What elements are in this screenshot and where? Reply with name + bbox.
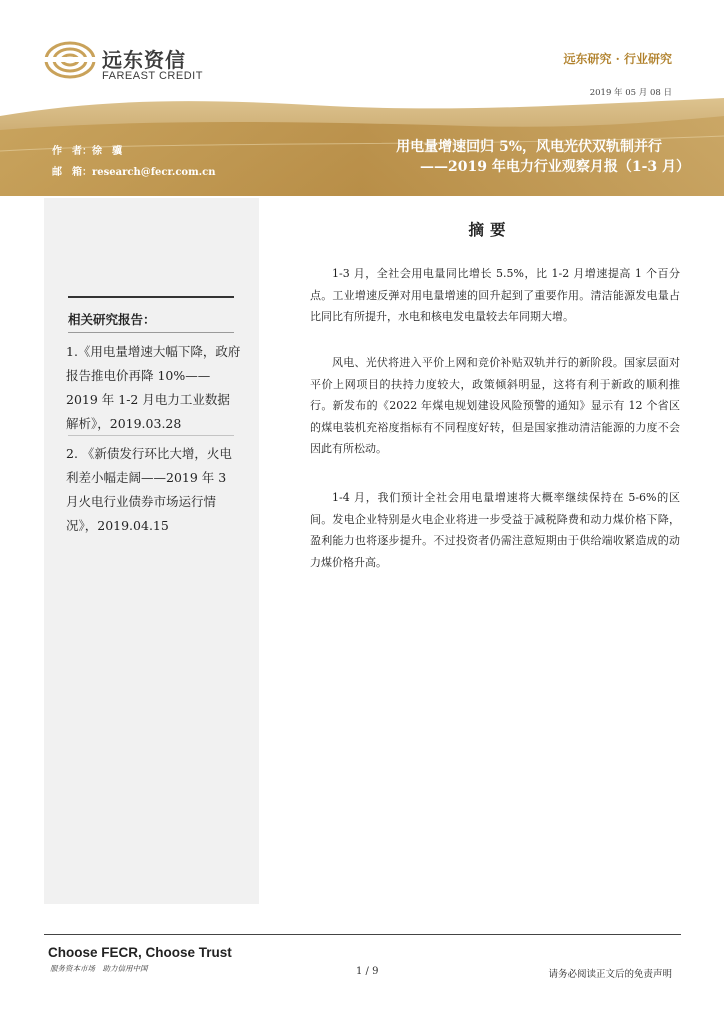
abstract-paragraph: 1-3 月，全社会用电量同比增长 5.5%，比 1-2 月增速提高 1 个百分点。工业增速反弹对用电量增速的回升起到了重要作用。清洁能源发电量占比同比有所提升，水电和核电发电量较去年同期大增。 (310, 267, 680, 323)
footer-rule (44, 934, 681, 935)
report-title: 用电量增速回归 5%，风电光伏双轨制并行 (396, 139, 662, 155)
footer-slogan: Choose FECR, Choose Trust (48, 945, 232, 960)
email-label: 邮 箱： (52, 167, 92, 178)
sidebar-divider (68, 332, 234, 333)
fareast-credit-logo-icon (44, 40, 96, 80)
related-report-item[interactable]: 2. 《新债发行环比大增，火电利差小幅走阔——2019 年 3 月火电行业债券市场运行情况》，2019.04.15 (66, 446, 232, 533)
email-line (52, 163, 216, 178)
brand-name-cn: 远东资信 (102, 48, 186, 72)
report-date: 2019 年 05 月 08 日 (589, 88, 672, 98)
abstract-paragraph: 风电、光伏将进入平价上网和竞价补贴双轨并行的新阶段。国家层面对平价上网项目的扶持力度较大，政策倾斜明显，这将有利于新政的顺利推行。新发布的《2022 年煤电规划建设风险预警的通知》显示有 12 个省区的煤电装机充裕度指标有不同程度好转，但是国家推动清洁能源的力度不会因此有所松动。 (310, 356, 680, 455)
disclaimer-note: 请务必阅读正文后的免责声明 (548, 969, 672, 980)
report-subtitle: ——2019 年电力行业观察月报（1-3 月） (419, 159, 690, 175)
related-report-item[interactable]: 1.《用电量增速大幅下降，政府报告推电价再降 10%——2019 年 1-2 月电力工业数据解析》，2019.03.28 (66, 344, 241, 431)
related-reports-sidebar (44, 198, 259, 904)
abstract-title: 摘要 (468, 220, 512, 239)
abstract-paragraph: 1-4 月，我们预计全社会用电量增速将大概率继续保持在 5-6%的区间。发电企业特别是火电企业将进一步受益于减税降费和动力煤价格下降，盈利能力也将逐步提升。不过投资者仍需注意短期由于供给端收紧造成的动力煤价格升高。 (310, 491, 680, 569)
author-line (52, 142, 122, 157)
sidebar-divider (68, 435, 234, 436)
footer-subslogan: 服务资本市场 助力信用中国 (50, 964, 148, 973)
page-number: 1 / 9 (356, 966, 379, 977)
sidebar-rule (68, 296, 234, 298)
author-label: 作 者： (52, 146, 92, 157)
related-reports-heading: 相关研究报告： (68, 312, 156, 327)
brand-name-en: FAREAST CREDIT (102, 70, 203, 82)
report-category: 远东研究 · 行业研究 (563, 52, 672, 66)
author-name: 徐 骥 (92, 146, 122, 157)
email-address[interactable]: research@fecr.com.cn (92, 167, 216, 178)
